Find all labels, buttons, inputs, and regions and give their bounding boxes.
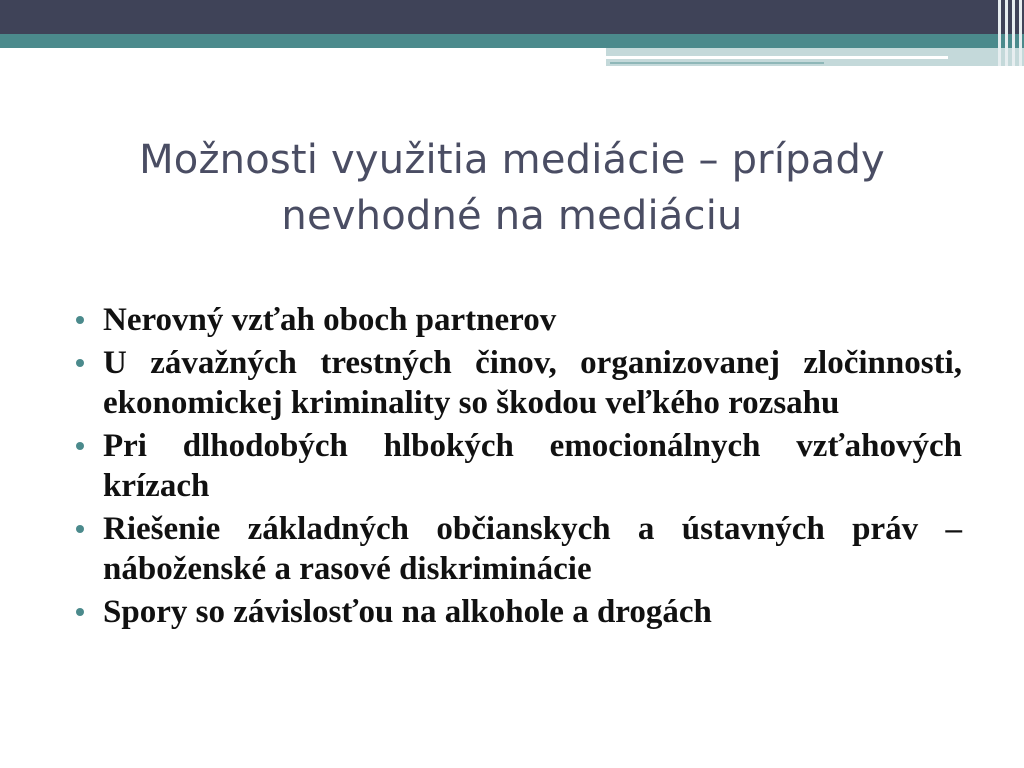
- header-stripe: [1012, 0, 1015, 66]
- header-line: [606, 56, 948, 59]
- bullet-dot-icon: [76, 442, 84, 450]
- header-stripe: [998, 0, 1001, 66]
- header-band-dark: [0, 0, 1024, 34]
- bullet-text: U závažných trestných činov, organizovanej zločinnosti, ekonomickej kriminality so škodou veľkého rozsahu: [103, 345, 962, 421]
- header-stripe: [1019, 0, 1022, 66]
- bullet-dot-icon: [76, 359, 84, 367]
- header-stripes: [994, 0, 1024, 66]
- header-band-teal: [0, 34, 1024, 48]
- list-item: [76, 509, 962, 589]
- bullet-text: Riešenie základných občianskych a ústavných práv – náboženské a rasové diskriminácie: [103, 511, 962, 587]
- header-line: [610, 62, 824, 64]
- bullet-text: Spory so závislosťou na alkohole a drogách: [103, 594, 712, 630]
- header-stripe: [1005, 0, 1008, 66]
- list-item: [76, 300, 962, 340]
- list-item: [76, 343, 962, 423]
- list-item: [76, 592, 962, 632]
- bullet-dot-icon: [76, 525, 84, 533]
- bullet-text: Nerovný vzťah oboch partnerov: [103, 302, 557, 338]
- slide-title: Možnosti využitia mediácie – prípady nevhodné na mediáciu: [139, 137, 885, 239]
- list-item: [76, 426, 962, 506]
- bullet-text: Pri dlhodobých hlbokých emocionálnych vzťahových krízach: [103, 428, 962, 504]
- bullet-dot-icon: [76, 316, 84, 324]
- bullet-dot-icon: [76, 608, 84, 616]
- bullet-list: [76, 300, 962, 635]
